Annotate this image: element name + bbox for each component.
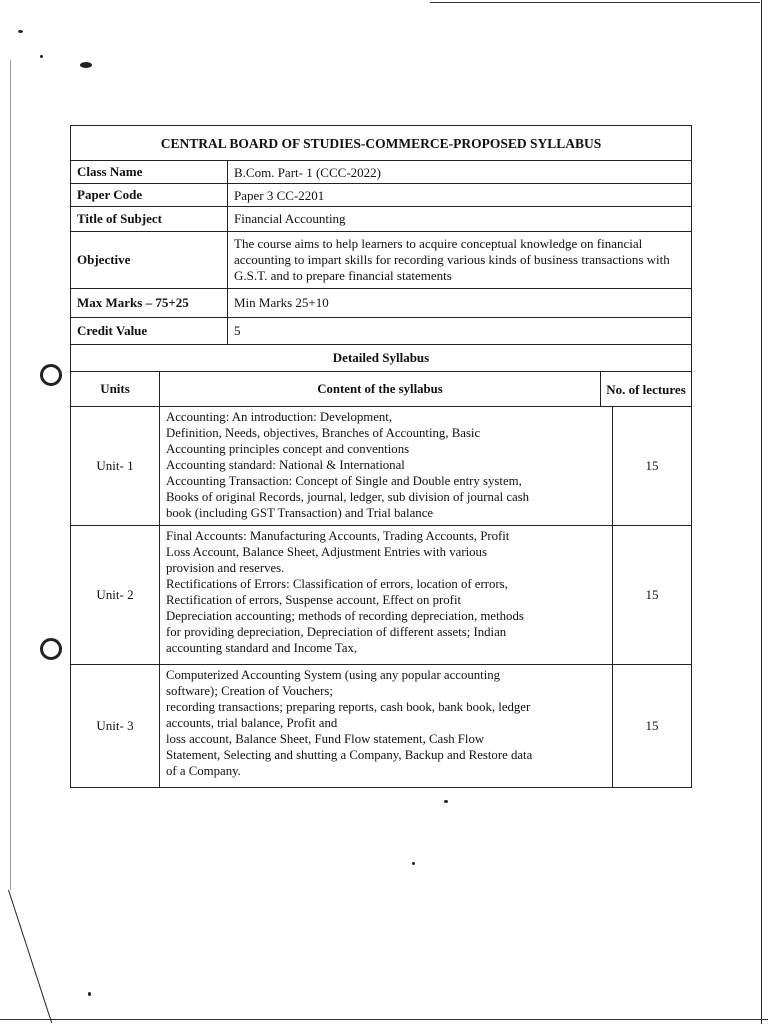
document-title: CENTRAL BOARD OF STUDIES-COMMERCE-PROPOSED SYLLABUS (71, 126, 691, 161)
content-line: Accounting: An introduction: Development, (166, 410, 393, 424)
subject-title-label: Title of Subject (71, 207, 228, 231)
paper-code-label: Paper Code (71, 184, 228, 206)
content-line: of a Company. (166, 764, 241, 778)
unit-content (160, 407, 613, 525)
max-marks-label: Max Marks – 75+25 (71, 289, 228, 317)
table-header-row (71, 372, 691, 407)
paper-code-row (71, 184, 691, 207)
content-line: loss account, Balance Sheet, Fund Flow statement, Cash Flow (166, 732, 485, 746)
content-line: Final Accounts: Manufacturing Accounts, Trading Accounts, Profit (166, 529, 510, 543)
punch-hole-icon (40, 364, 62, 386)
objective-row (71, 232, 691, 289)
lecture-count: 15 (645, 458, 659, 473)
content-line: Computerized Accounting System (using any popular accounting (166, 668, 501, 682)
scan-speck (18, 30, 23, 33)
credit-value-label: Credit Value (71, 318, 228, 344)
credit-value-value: 5 (234, 323, 241, 338)
scan-speck (412, 862, 415, 865)
syllabus-table (70, 125, 692, 788)
content-line: recording transactions; preparing reports, cash book, bank book, ledger (166, 700, 531, 714)
punch-hole-icon (40, 638, 62, 660)
unit-content (160, 526, 613, 664)
content-line: Depreciation accounting; methods of recording depreciation, methods (166, 609, 524, 623)
content-line: Accounting Transaction: Concept of Single and Double entry system, (166, 474, 522, 488)
content-line: Accounting principles concept and conventions (166, 442, 410, 456)
scan-speck (80, 62, 92, 68)
unit-content (160, 665, 613, 787)
subject-title-value: Financial Accounting (234, 211, 346, 226)
content-line: accounting standard and Income Tax, (166, 641, 358, 655)
min-marks-value: Min Marks 25+10 (234, 295, 329, 310)
content-line: Rectifications of Errors: Classification of errors, location of errors, (166, 577, 508, 591)
table-row (71, 526, 691, 665)
class-name-row (71, 161, 691, 184)
lecture-count: 15 (645, 587, 659, 602)
detailed-syllabus-heading: Detailed Syllabus (71, 344, 691, 372)
table-row (71, 665, 691, 787)
scan-edge-line (10, 60, 11, 890)
subject-title-row (71, 207, 691, 232)
paper-code-value: Paper 3 CC-2201 (234, 188, 325, 203)
unit-name: Unit- 2 (71, 526, 160, 664)
content-line: Rectification of errors, Suspense account, Effect on profit (166, 593, 462, 607)
class-name-label: Class Name (71, 161, 228, 183)
scan-edge-line (761, 0, 762, 1024)
content-line: software); Creation of Vouchers; (166, 684, 333, 698)
marks-row (71, 289, 691, 318)
scan-edge-line (430, 2, 760, 3)
content-line: Books of original Records, journal, ledger, sub division of journal cash (166, 490, 530, 504)
scan-speck (88, 992, 91, 996)
content-line: accounts, trial balance, Profit and (166, 716, 338, 730)
objective-value: The course aims to help learners to acquire conceptual knowledge on financial accounting to impart skills for recording various kinds of business transactions with G.S.T. and to prepare financial statements (234, 236, 670, 283)
objective-label: Objective (71, 232, 228, 288)
units-header: Units (71, 372, 160, 406)
class-name-value: B.Com. Part- 1 (CCC-2022) (234, 165, 381, 180)
content-header: Content of the syllabus (160, 372, 601, 406)
scan-edge-line (8, 890, 52, 1023)
content-line: Statement, Selecting and shutting a Company, Backup and Restore data (166, 748, 533, 762)
lecture-count: 15 (645, 718, 659, 733)
unit-name: Unit- 3 (71, 665, 160, 787)
scan-edge-line (0, 1019, 768, 1020)
credit-value-row (71, 318, 691, 344)
scan-speck (444, 800, 448, 803)
unit-name: Unit- 1 (71, 407, 160, 525)
content-line: Definition, Needs, objectives, Branches of Accounting, Basic (166, 426, 481, 440)
lectures-header: No. of lectures (606, 381, 686, 397)
scan-speck (40, 55, 43, 58)
content-line: book (including GST Transaction) and Trial balance (166, 506, 434, 520)
content-line: Accounting standard: National & International (166, 458, 405, 472)
content-line: Loss Account, Balance Sheet, Adjustment Entries with various (166, 545, 487, 559)
content-line: provision and reserves. (166, 561, 285, 575)
content-line: for providing depreciation, Depreciation of different assets; Indian (166, 625, 507, 639)
table-row (71, 407, 691, 526)
